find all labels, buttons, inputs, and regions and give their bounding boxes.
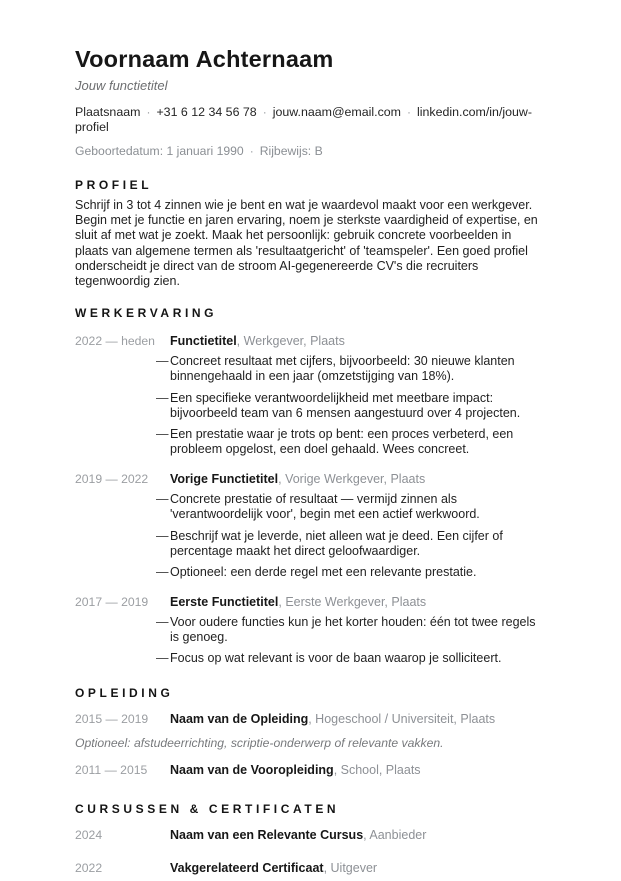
bullet-item: [156, 354, 546, 385]
person-name: Voornaam Achternaam: [75, 46, 334, 72]
separator-dot: ·: [146, 104, 151, 119]
entry-period: 2017 — 2019: [75, 594, 149, 609]
entry-period: 2011 — 2015: [75, 762, 148, 777]
entry-title: Naam van de Opleiding: [170, 711, 309, 726]
bullet-dash: —: [156, 528, 169, 543]
bullet-text: Concrete prestatie of resultaat — vermijd zinnen als 'verantwoordelijk voor', begin met een actief werkwoord.: [170, 492, 480, 522]
bullet-dash: —: [156, 651, 169, 666]
bullet-item: [156, 391, 546, 422]
bullet-dash: —: [156, 614, 169, 629]
bullet-dash: —: [156, 492, 169, 507]
contact-phone: +31 6 12 34 56 78: [156, 104, 257, 119]
experience-entry: [75, 334, 546, 458]
separator-dot: ·: [406, 104, 411, 119]
bullet-dash: —: [156, 565, 169, 580]
contact-line: [75, 105, 546, 136]
education-note: Optioneel: afstudeerrichting, scriptie-onderwerp of relevante vakken.: [75, 735, 444, 750]
section-heading-werkervaring: WERKERVARING: [75, 305, 218, 320]
section-cursussen: [75, 802, 546, 881]
bullet-item: [156, 427, 546, 458]
entry-body: [170, 763, 546, 783]
entry-title: Naam van een Relevante Cursus: [170, 828, 364, 843]
entry-header: [170, 712, 546, 727]
entry-body: [170, 828, 546, 848]
entry-title: Functietitel: [170, 333, 237, 348]
section-werkervaring: [75, 306, 546, 667]
entry-meta: , Vorige Werkgever, Plaats: [278, 471, 426, 486]
contact-linkedin: linkedin.com/in/jouw-profiel: [75, 104, 532, 135]
entry-header: [170, 861, 546, 876]
entry-body: [156, 333, 546, 458]
entry-period: 2019 — 2022: [75, 471, 149, 486]
bullet-text: Voor oudere functies kun je het korter houden: één tot twee regels is genoeg.: [170, 614, 536, 645]
bullet-text: Focus op wat relevant is voor de baan waarop je solliciteert.: [170, 651, 502, 666]
job-title: Jouw functietitel: [75, 77, 168, 93]
entry-header: [170, 334, 546, 349]
bullet-text: Een specifieke verantwoordelijkheid met meetbare impact: bijvoorbeeld team van 6 mensen aangestuurd over 4 projecten.: [170, 390, 521, 420]
section-profiel: [75, 178, 546, 290]
bullet-item: [156, 529, 546, 560]
entry-body: [170, 861, 546, 881]
bullet-dash: —: [156, 353, 169, 368]
entry-period: 2022 — heden: [75, 333, 155, 348]
bullet-text: Concreet resultaat met cijfers, bijvoorbeeld: 30 nieuwe klanten binnengehaald in een jaar (omzetstijging van 18%).: [170, 353, 515, 384]
birthdate-text: Geboortedatum: 1 januari 1990: [75, 143, 244, 158]
bullet-dash: —: [156, 390, 169, 405]
bullet-text: Beschrijf wat je leverde, niet alleen wat je deed. Een cijfer of percentage maakt het direct geloofwaardiger.: [170, 528, 503, 558]
profile-text: Schrijf in 3 tot 4 zinnen wie je bent en wat je waardevol maakt voor een werkgever. Begin met je functie en jaren ervaring, noem je sterkste vaardigheid of expertise, en sluit af met wat je zoekt. Maak het persoonlijk: gebruik concrete voorbeelden in plaats van algemene termen als 'resultaatgericht' of 'teamspeler'. Een goed profiel onderscheidt je direct van de stroom AI-gegenereerde CV's die recruiters tegenwoordig zien.: [75, 197, 538, 289]
entry-body: [156, 594, 546, 667]
entry-title: Naam van de Vooropleiding: [170, 762, 334, 777]
bullet-item: [156, 651, 546, 666]
bullet-item: [156, 492, 546, 523]
experience-entry: [75, 472, 546, 581]
entry-period: 2015 — 2019: [75, 711, 149, 726]
experience-entry: [75, 595, 546, 667]
bullet-dash: —: [156, 427, 169, 442]
education-entry: [75, 763, 546, 783]
bullet-item: [156, 615, 546, 646]
entry-period: 2024: [75, 828, 103, 843]
separator-dot: ·: [262, 104, 267, 119]
entry-title: Eerste Functietitel: [170, 594, 279, 609]
entry-title: Vakgerelateerd Certificaat: [170, 860, 324, 875]
entry-title: Vorige Functietitel: [170, 471, 279, 486]
bullet-item: [156, 565, 546, 580]
entry-body: [156, 471, 546, 581]
entry-body: [170, 712, 546, 732]
entry-header: [170, 828, 546, 843]
education-entry: [75, 712, 546, 732]
entry-header: [170, 595, 546, 610]
contact-email: jouw.naam@email.com: [272, 104, 401, 119]
section-heading-cursussen: CURSUSSEN & CERTIFICATEN: [75, 802, 340, 817]
entry-period: 2022: [75, 860, 103, 875]
entry-meta: , Werkgever, Plaats: [236, 333, 345, 348]
entry-meta: , Uitgever: [323, 860, 378, 875]
driving-license-text: Rijbewijs: B: [259, 143, 323, 158]
entry-meta: , Aanbieder: [363, 828, 427, 843]
entry-header: [170, 472, 546, 487]
entry-meta: , Eerste Werkgever, Plaats: [278, 594, 427, 609]
contact-location: Plaatsnaam: [75, 104, 141, 119]
section-opleiding: [75, 686, 546, 784]
details-line: [75, 144, 546, 159]
cv-header: [75, 46, 546, 159]
bullet-text: Optioneel: een derde regel met een relevante prestatie.: [170, 565, 477, 580]
entry-meta: , Hogeschool / Universiteit, Plaats: [308, 711, 496, 726]
entry-meta: , School, Plaats: [333, 762, 421, 777]
section-heading-opleiding: OPLEIDING: [75, 685, 174, 700]
entry-header: [170, 763, 546, 778]
separator-dot: ·: [249, 143, 254, 158]
course-entry: [75, 828, 546, 848]
bullet-text: Een prestatie waar je trots op bent: een proces verbeterd, een probleem opgelost, een doel gehaald. Wees concreet.: [170, 427, 514, 457]
section-heading-profiel: PROFIEL: [75, 177, 153, 192]
course-entry: [75, 861, 546, 881]
